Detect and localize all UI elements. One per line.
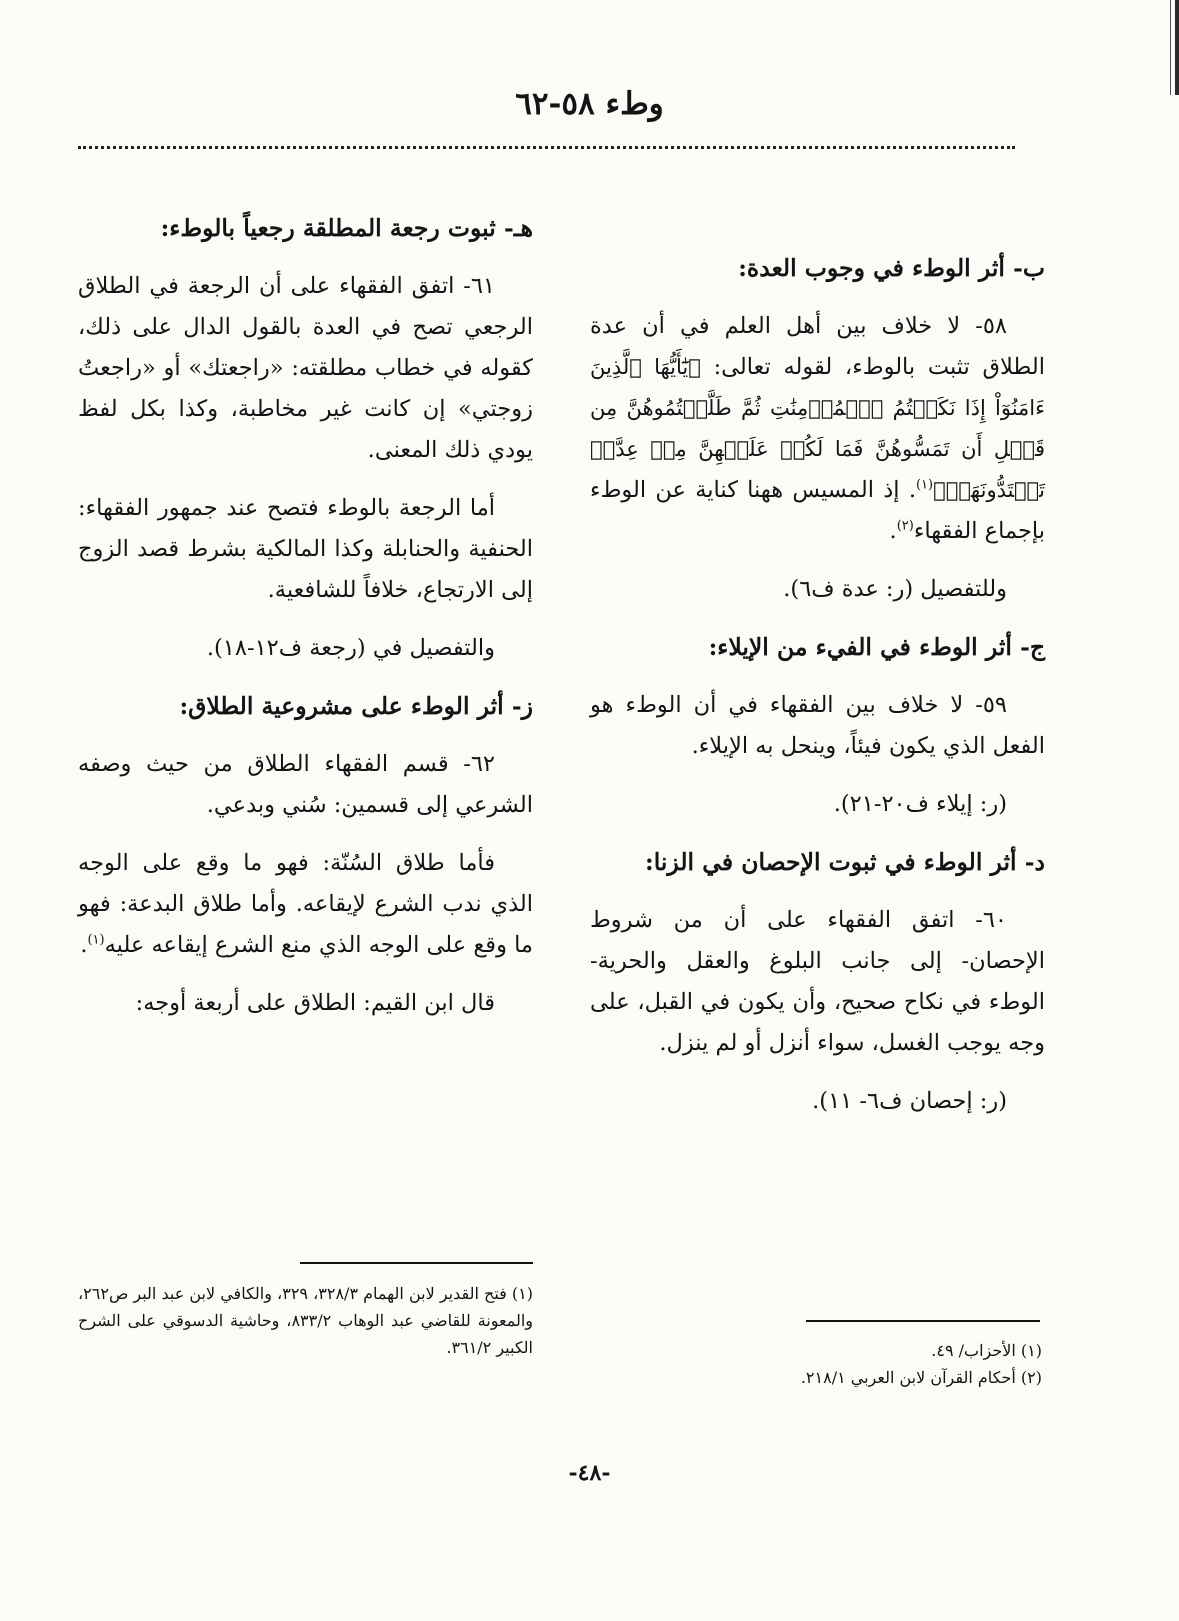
left-column	[78, 208, 533, 1041]
paragraph-62b-text: فأما طلاق السُنّة: فهو ما وقع على الوجه الذي ندب الشرع لإيقاعه. وأما طلاق البدعة: فهو ما وقع على الوجه الذي منع الشرع إيقاعه عليه	[78, 850, 533, 958]
reference-iddah: وللتفصيل (ر: عدة ف٦).	[783, 576, 1007, 602]
reference-ila: (ر: إيلاء ف٢٠-٢١).	[833, 791, 1007, 817]
running-head: وطء ٥٨-٦٢	[515, 86, 664, 122]
paragraph-62: ٦٢- قسم الفقهاء الطلاق من حيث وصفه الشرعي إلى قسمين: سُني وبدعي.	[78, 751, 533, 818]
paragraph-62c: قال ابن القيم: الطلاق على أربعة أوجه:	[135, 990, 495, 1016]
footnote-right-2: (٢) أحكام القرآن لابن العربي ٢١٨/١.	[800, 1368, 1042, 1387]
footnote-mark-2: (٢)	[896, 518, 914, 534]
reference-rajah: والتفصيل في (رجعة ف١٢-١٨).	[206, 635, 495, 661]
footnote-left-1: (١) فتح القدير لابن الهمام ٣٢٨/٣، ٣٢٩، والكافي لابن عبد البر ص٢٦٢، والمعونة للقاضي عبد الوهاب ٨٣٣/٢، وحاشية الدسوقي على الشرح الكبير ٣٦١/٢.	[78, 1284, 534, 1357]
paragraph-58	[590, 306, 1045, 552]
paragraph-62b-end: .	[80, 932, 88, 958]
reference-ihsan: (ر: إحصان ف٦- ١١).	[812, 1088, 1007, 1114]
paragraph-61b: أما الرجعة بالوطء فتصح عند جمهور الفقهاء: الحنفية والحنابلة وكذا المالكية بشرط قصد الزوج إلى الارتجاع، خلافاً للشافعية.	[78, 495, 533, 603]
section-j-heading: ج- أثر الوطء في الفيء من الإيلاء:	[708, 633, 1045, 661]
footnote-right-1: (١) الأحزاب/ ٤٩.	[931, 1341, 1042, 1360]
paragraph-58-end: .	[889, 518, 897, 544]
footnotes-right	[590, 1337, 1042, 1391]
paragraph-61: ٦١- اتفق الفقهاء على أن الرجعة في الطلاق الرجعي تصح في العدة بالقول الدال على ذلك، كقوله في خطاب مطلقته: «راجعتك» أو «راجعتُ زوجتي» إن كانت غير مخاطبة، وكذا بكل لفظ يودي ذلك المعنى.	[78, 273, 533, 463]
footnote-rule-left	[300, 1262, 533, 1264]
header-dotted-rule	[78, 146, 1015, 149]
footnote-rule-right	[806, 1320, 1040, 1322]
paragraph-62b	[78, 843, 533, 966]
scan-edge	[1165, 0, 1179, 95]
paragraph-58-rest: . إذ المسيس ههنا كناية عن الوطء بإجماع الفقهاء	[590, 477, 1045, 544]
quran-verse: ﴿يَٰٓأَيُّهَا ٱلَّذِينَ ءَامَنُوٓاْ إِذَا نَكَحۡتُمُ ٱلۡمُؤۡمِنَٰتِ ثُمَّ طَلَّقۡتُمُوهُنَّ مِن قَبۡلِ أَن تَمَسُّوهُنَّ فَمَا لَكُمۡ عَلَيۡهِنَّ مِنۡ عِدَّةٖ تَعۡتَدُّونَهَاۖ﴾	[590, 355, 1045, 502]
right-column	[590, 248, 1045, 1139]
page-number: -٤٨-	[568, 1460, 611, 1486]
paragraph-59: ٥٩- لا خلاف بين الفقهاء في أن الوطء هو الفعل الذي يكون فيئاً، وينحل به الإيلاء.	[590, 692, 1045, 759]
section-h-heading: هـ- ثبوت رجعة المطلقة رجعياً بالوطء:	[160, 214, 533, 242]
paragraph-58-text: ٥٨- لا خلاف بين أهل العلم في أن عدة الطلاق تثبت بالوطء، لقوله تعالى:	[590, 313, 1045, 380]
section-b-heading: ب- أثر الوطء في وجوب العدة:	[738, 254, 1045, 282]
footnote-mark-1: (١)	[915, 477, 934, 493]
section-z-heading: ز- أثر الوطء على مشروعية الطلاق:	[179, 692, 533, 720]
section-d-heading: د- أثر الوطء في ثبوت الإحصان في الزنا:	[645, 848, 1045, 876]
footnotes-left	[78, 1280, 533, 1361]
paragraph-60: ٦٠- اتفق الفقهاء على أن من شروط الإحصان- إلى جانب البلوغ والعقل والحرية- الوطء في نكاح صحيح، وأن يكون في القبل، على وجه يوجب الغسل، سواء أنزل أو لم ينزل.	[590, 907, 1045, 1056]
footnote-mark-left-1: (١)	[87, 932, 105, 948]
